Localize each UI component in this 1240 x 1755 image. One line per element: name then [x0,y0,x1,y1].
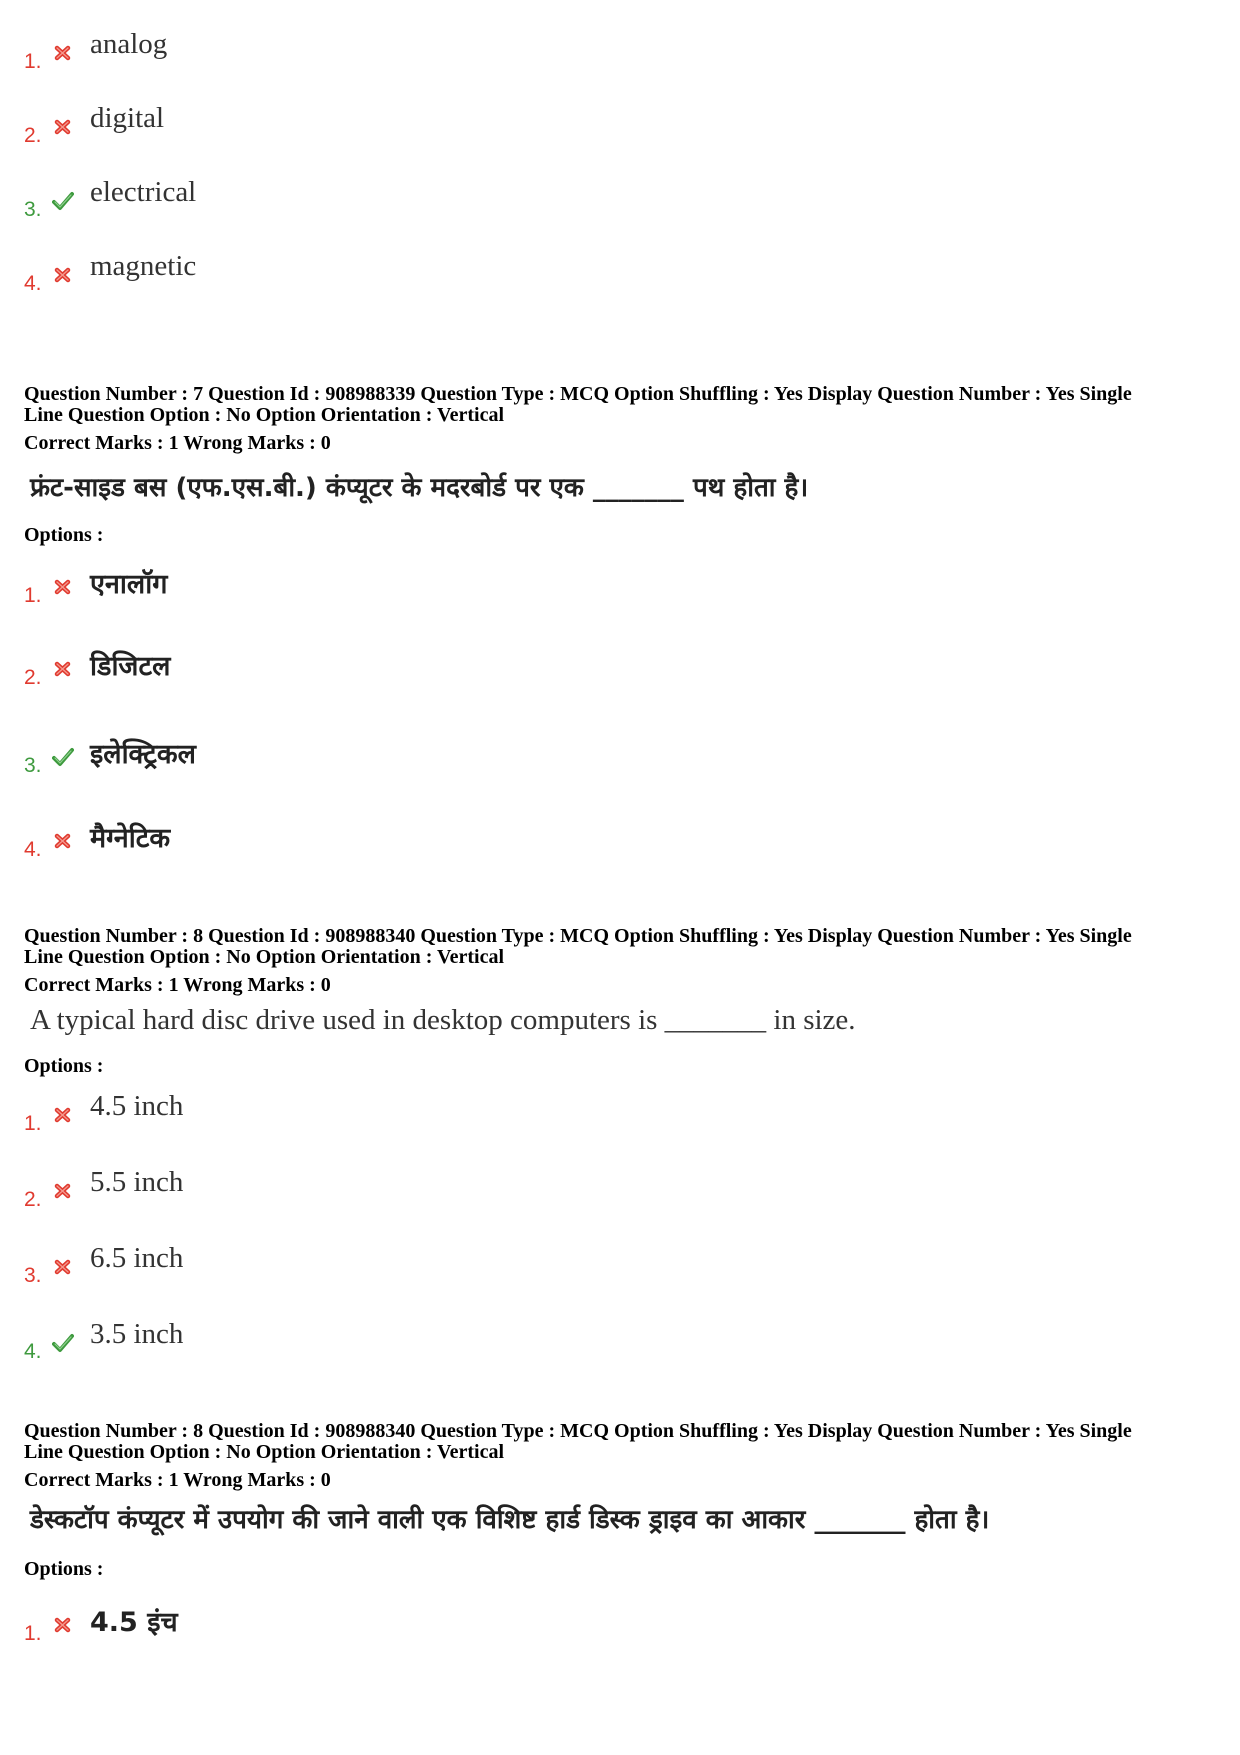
option-text: डिजिटल [90,651,171,682]
cross-icon [52,1104,74,1126]
check-icon [52,746,74,768]
meta-line-2: Line Question Option : No Option Orientation : Vertical [24,404,505,426]
option-number: 1. [24,584,42,607]
question-7-options-label: Options : [24,524,104,546]
option-number: 3. [24,198,42,221]
cross-icon [52,42,74,64]
cross-icon [52,576,74,598]
question-7-meta [24,384,1220,426]
question-8-options-label: Options : [24,1055,104,1077]
option-number: 4. [24,272,42,295]
option-text: electrical [90,176,197,208]
question-8-hi-meta [24,1421,1220,1463]
question-8-text: A typical hard disc drive used in desktop computers is _______ in size. [30,1004,856,1036]
option-text: 3.5 inch [90,1318,184,1350]
question-7-text: फ्रंट-साइड बस (एफ.एस.बी.) कंप्यूटर के मदरबोर्ड पर एक _______ पथ होता है। [30,473,809,503]
meta-line-1: Question Number : 8 Question Id : 908988340 Question Type : MCQ Option Shuffling : Yes Display Question Number : Yes Single [24,925,1132,947]
cross-icon [52,264,74,286]
cross-icon [52,1256,74,1278]
meta-line-1: Question Number : 7 Question Id : 908988339 Question Type : MCQ Option Shuffling : Yes Display Question Number : Yes Single [24,383,1132,405]
option-number: 1. [24,1622,42,1645]
question-8-hi-options-label: Options : [24,1558,104,1580]
option-number: 2. [24,666,42,689]
option-text: 6.5 inch [90,1242,184,1274]
option-text: मैग्नेटिक [90,823,171,854]
option-text: 5.5 inch [90,1166,184,1198]
option-number: 4. [24,1340,42,1363]
option-number: 2. [24,124,42,147]
option-text: 4.5 इंच [90,1607,178,1638]
option-text: एनालॉग [90,569,168,600]
question-8-hi-marks: Correct Marks : 1 Wrong Marks : 0 [24,1469,331,1491]
cross-icon [52,1180,74,1202]
check-icon [52,190,74,212]
option-number: 3. [24,754,42,777]
question-7-marks: Correct Marks : 1 Wrong Marks : 0 [24,432,331,454]
option-number: 1. [24,50,42,73]
meta-line-2: Line Question Option : No Option Orientation : Vertical [24,946,505,968]
option-text: magnetic [90,250,197,282]
option-number: 3. [24,1264,42,1287]
meta-line-1: Question Number : 8 Question Id : 908988340 Question Type : MCQ Option Shuffling : Yes Display Question Number : Yes Single [24,1420,1132,1442]
option-number: 4. [24,838,42,861]
cross-icon [52,658,74,680]
option-number: 1. [24,1112,42,1135]
cross-icon [52,116,74,138]
check-icon [52,1332,74,1354]
option-text: analog [90,28,168,60]
option-text: 4.5 inch [90,1090,184,1122]
option-text: इलेक्ट्रिकल [90,739,196,770]
cross-icon [52,1614,74,1636]
question-8-hi-text: डेस्कटॉप कंप्यूटर में उपयोग की जाने वाली एक विशिष्ट हार्ड डिस्क ड्राइव का आकार _______ होता है। [30,1505,990,1535]
question-8-marks: Correct Marks : 1 Wrong Marks : 0 [24,974,331,996]
meta-line-2: Line Question Option : No Option Orientation : Vertical [24,1441,505,1463]
option-text: digital [90,102,165,134]
option-number: 2. [24,1188,42,1211]
cross-icon [52,830,74,852]
question-8-meta [24,926,1220,968]
